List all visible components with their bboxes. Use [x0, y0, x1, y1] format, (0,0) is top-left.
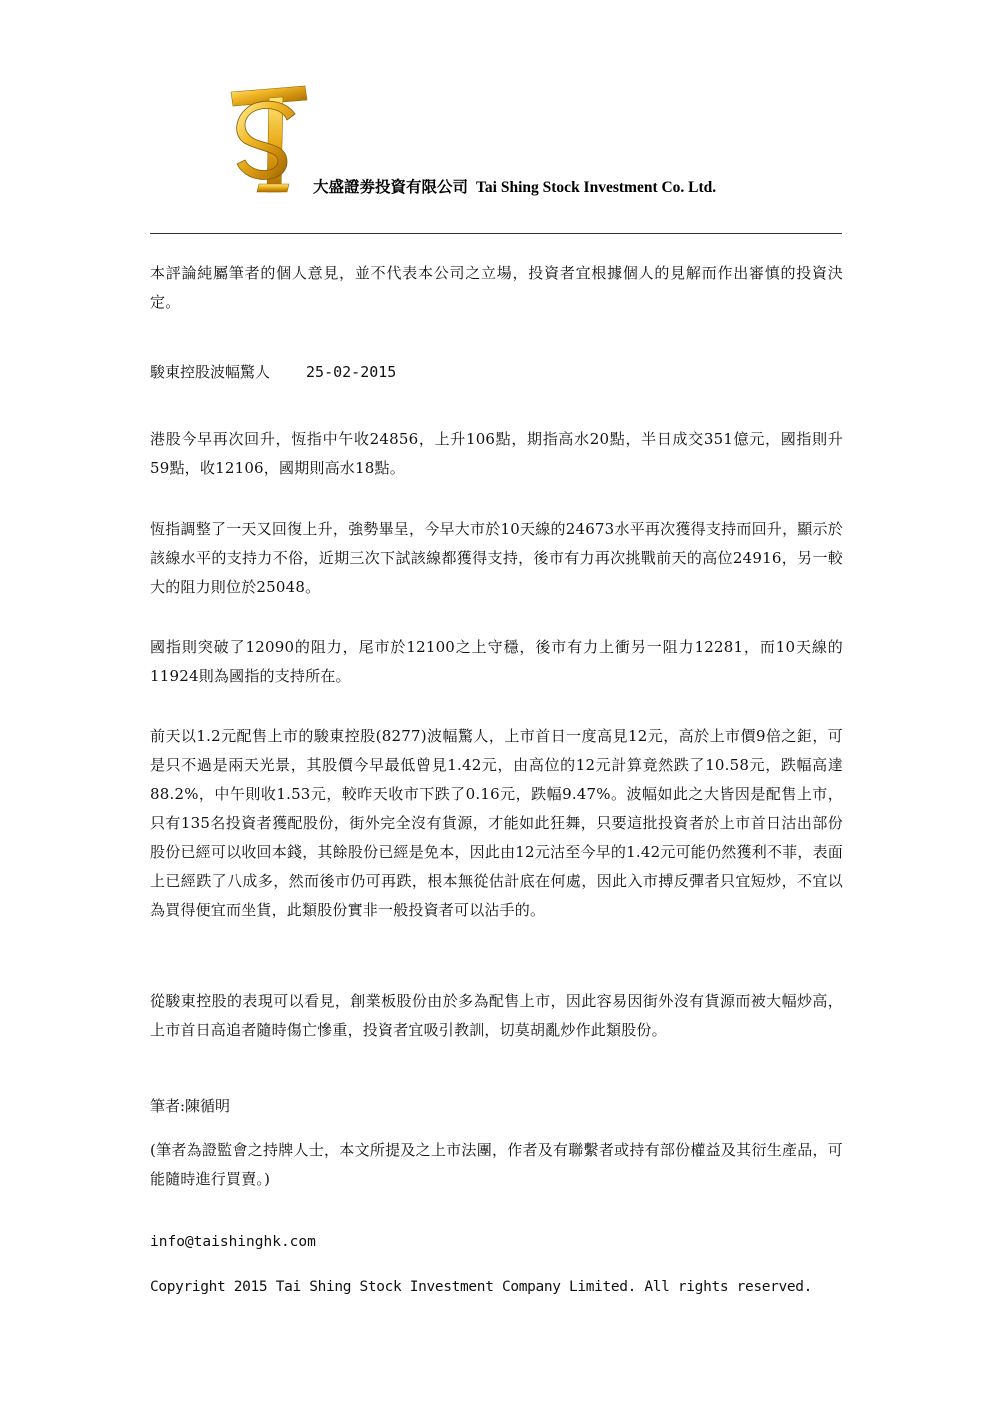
company-name-en: Tai Shing Stock Investment Co. Ltd.: [476, 179, 717, 196]
header-divider: [150, 233, 842, 234]
article-date: 25-02-2015: [306, 363, 397, 381]
company-name: [313, 175, 716, 197]
company-name-zh: 大盛證劵投資有限公司: [313, 179, 469, 196]
author-line: 筆者:陳循明: [150, 1097, 231, 1115]
article-paragraph-4: 前天以1.2元配售上市的駿東控股(8277)波幅驚人，上市首日一度高見12元，高於上市價9倍之鉅，可是只不過是兩天光景，其股價今早最低曾見1.42元，由高位的12元計算竟然跌了10.58元，跌幅高達88.2%，中午則收1.53元，較昨天收市下跌了0.16元，跌幅9.47%。波幅如此之大皆因是配售上市，只有135名投資者獲配股份，街外完全沒有貨源，才能如此狂舞，只要這批投資者於上市首日沽出部份股份已經可以收回本錢，其餘股份已經是免本，因此由12元沽至今早的1.42元可能仍然獲利不菲，表面上已經跌了八成多，然而後市仍可再跌，根本無從估計底在何處，因此入市搏反彈者只宜短炒，不宜以為買得便宜而坐貨，此類股份實非一般投資者可以沾手的。: [150, 727, 843, 919]
contact-email[interactable]: info@taishinghk.com: [150, 1234, 316, 1250]
article-paragraph-2: 恆指調整了一天又回復上升，強勢畢呈，今早大市於10天線的24673水平再次獲得支持而回升，顯示於該線水平的支持力不俗，近期三次下試該線都獲得支持，後市有力再次挑戰前天的高位24916，另一較大的阻力則位於25048。: [150, 520, 843, 596]
article-paragraph-5: 從駿東控股的表現可以看見，創業板股份由於多為配售上市，因此容易因街外沒有貨源而被大幅炒高，上市首日高追者隨時傷亡慘重，投資者宜吸引教訓，切莫胡亂炒作此類股份。: [150, 992, 843, 1039]
article-paragraph-1: 港股今早再次回升，恆指中午收24856，上升106點，期指高水20點，半日成交351億元，國指則升59點，收12106，國期則高水18點。: [150, 430, 843, 477]
copyright-notice: Copyright 2015 Tai Shing Stock Investment Company Limited. All rights reserved.: [150, 1279, 812, 1295]
company-logo: [225, 84, 311, 194]
article-title: 駿東控股波幅驚人: [150, 363, 271, 381]
article-paragraph-3: 國指則突破了12090的阻力，尾市於12100之上守穩，後市有力上衝另一阻力12281，而10天線的11924則為國指的支持所在。: [150, 638, 843, 685]
article-heading: [150, 358, 396, 387]
disclaimer: 本評論純屬筆者的個人意見，並不代表本公司之立場，投資者宜根據個人的見解而作出審慎的投資決定。: [150, 264, 843, 311]
author-disclosure: (筆者為證監會之持牌人士，本文所提及之上市法團，作者及有聯繫者或持有部份權益及其衍生產品，可能隨時進行買賣。): [150, 1141, 843, 1188]
